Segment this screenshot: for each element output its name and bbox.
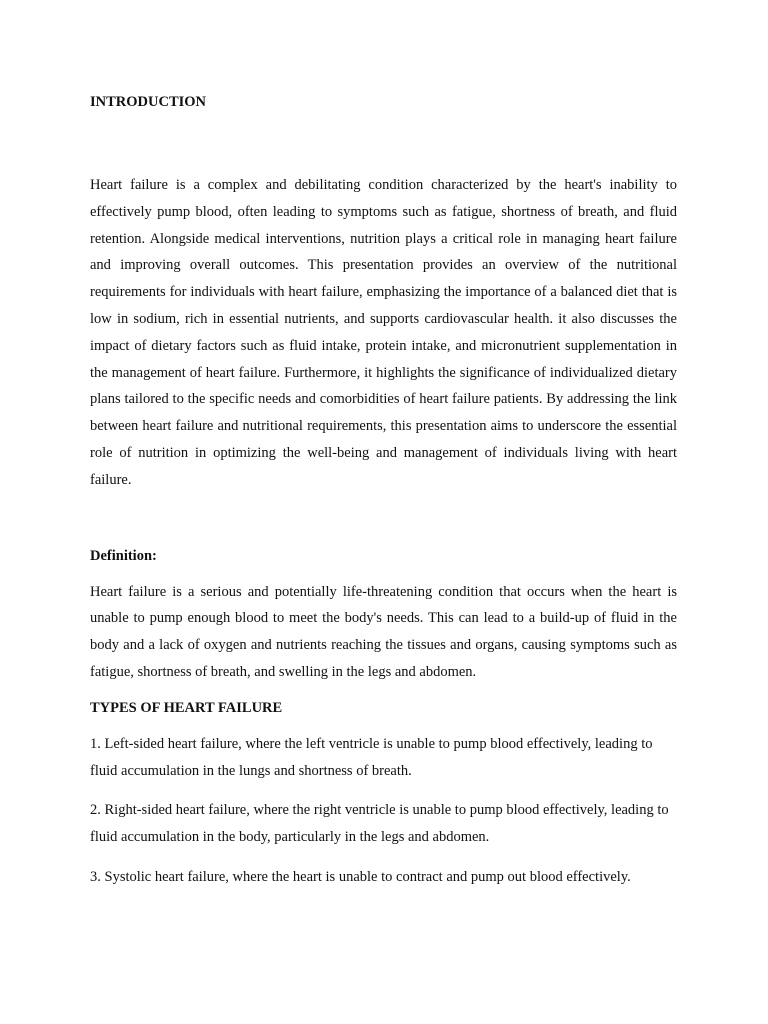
type-item-systolic: 3. Systolic heart failure, where the heart is unable to contract and pump out blood effectively. xyxy=(90,868,631,885)
types-heading: TYPES OF HEART FAILURE xyxy=(90,699,283,716)
type-item-right-sided: 2. Right-sided heart failure, where the right ventricle is unable to pump blood effectively, leading to fluid accumulation in the body, particularly in the legs and abdomen. xyxy=(90,802,669,846)
definition-heading: Definition: xyxy=(90,547,157,564)
definition-paragraph: Heart failure is a serious and potentially life-threatening condition that occurs when the heart is unable to pump enough blood to meet the body's needs. This can lead to a build-up of fluid in the body and a lack of oxygen and nutrients reaching the tissues and organs, causing symptoms such as fatigue, shortness of breath, and swelling in the legs and abdomen. xyxy=(90,583,677,680)
introduction-heading: INTRODUCTION xyxy=(90,94,207,110)
type-item-left-sided: 1. Left-sided heart failure, where the left ventricle is unable to pump blood effectively, leading to fluid accumulation in the lungs and shortness of breath. xyxy=(90,735,653,779)
introduction-paragraph: Heart failure is a complex and debilitating condition characterized by the heart's inability to effectively pump blood, often leading to symptoms such as fatigue, shortness of breath, and fluid retention. Alongside medical interventions, nutrition plays a critical role in managing heart failure and improving overall outcomes. This presentation provides an overview of the nutritional requirements for individuals with heart failure, emphasizing the importance of a balanced diet that is low in sodium, rich in essential nutrients, and supports cardiovascular health. it also discusses the impact of dietary factors such as fluid intake, protein intake, and micronutrient supplementation in the management of heart failure. Furthermore, it highlights the significance of individualized dietary plans tailored to the specific needs and comorbidities of heart failure patients. By addressing the link between heart failure and nutritional requirements, this presentation aims to underscore the essential role of nutrition in optimizing the well-being and management of individuals living with heart failure. xyxy=(90,177,677,488)
document-body xyxy=(90,92,677,904)
